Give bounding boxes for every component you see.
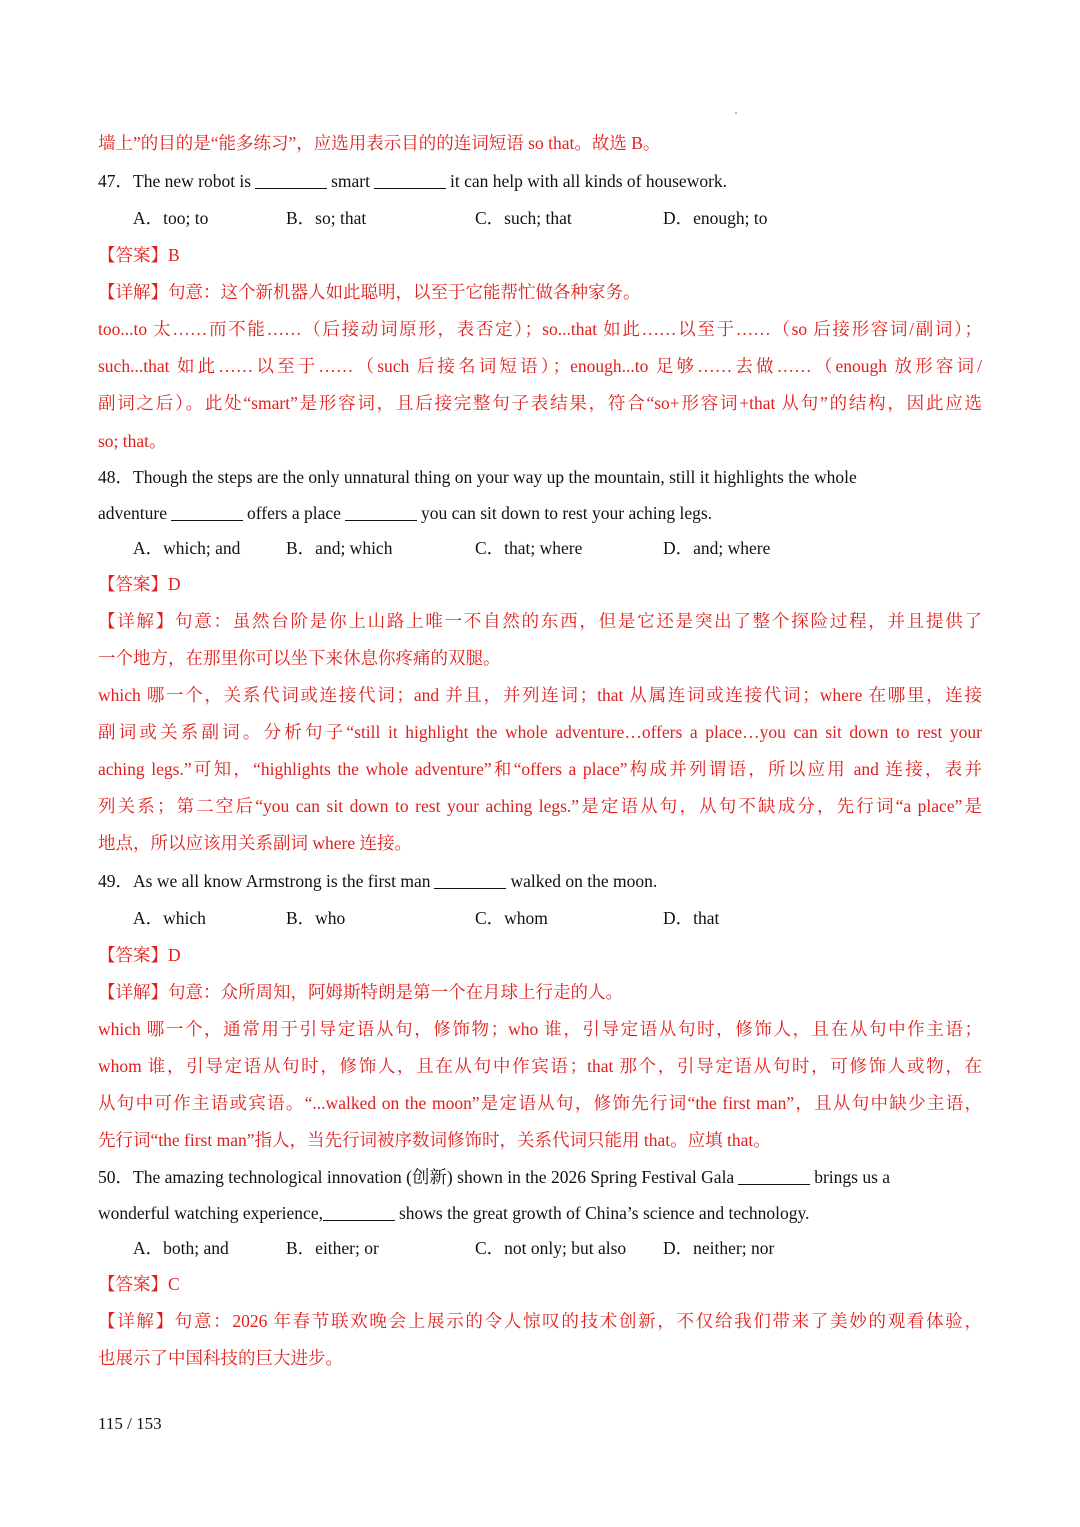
q48-line-2 — [98, 502, 712, 524]
q48-blank-1 — [171, 519, 243, 521]
q48-option-a: A．which; and — [133, 538, 241, 558]
q48-detail-1: 【详解】句意：虽然台阶是你上山路上唯一不自然的东西，但是它还是突出了整个探险过程，并且提供了 — [98, 611, 982, 631]
q49-detail: 【详解】句意：众所周知，阿姆斯特朗是第一个在月球上行走的人。 — [98, 982, 623, 1002]
q50-detail-1: 【详解】句意：2026 年春节联欢晚会上展示的令人惊叹的技术创新，不仅给我们带来了美妙的观看体验， — [98, 1311, 982, 1331]
q47-exp-4: so; that。 — [98, 431, 167, 451]
q47-exp-1: too...to 太……而不能……（后接动词原形，表否定）；so...that 如此……以至于……（so 后接形容词/副词）； — [98, 319, 982, 339]
question-47 — [98, 170, 727, 192]
q48-l2a: adventure — [98, 503, 167, 523]
q47-option-a: A．too; to — [133, 208, 209, 228]
q48-exp-3: aching legs.”可知，“highlights the whole adventure”和“offers a place”构成并列谓语，所以应用 and 连接，表并 — [98, 759, 982, 779]
q47-exp-2: such...that 如此……以至于……（such 后接名词短语）；enough...to 足够……去做……（enough 放形容词/ — [98, 356, 982, 376]
q48-exp-4: 列关系；第二空后“you can sit down to rest your aching legs.”是定语从句，从句不缺成分，先行词“a place”是 — [98, 796, 982, 816]
q49-exp-4: 先行词“the first man”指人，当先行词被序数词修饰时，关系代词只能用 that。应填 that。 — [98, 1130, 771, 1150]
q47-answer: 【答案】B — [98, 245, 180, 265]
q47-stem-b: smart — [331, 171, 370, 191]
q49-option-d: D．that — [663, 908, 720, 928]
q48-option-c: C．that; where — [475, 538, 583, 558]
q50-option-c: C．not only; but also — [475, 1238, 627, 1258]
q49-option-b: B．who — [286, 908, 346, 928]
q49-option-a: A．which — [133, 908, 206, 928]
q49-blank — [434, 887, 506, 889]
q48-option-d: D．and; where — [663, 538, 771, 558]
q50-number: 50． — [98, 1167, 133, 1187]
q49-exp-2: whom 谁，引导定语从句时，修饰人，且在从句中作宾语；that 那个，引导定语从句时，可修饰人或物，在 — [98, 1056, 982, 1076]
q48-option-b: B．and; which — [286, 538, 393, 558]
q48-exp-5: 地点，所以应该用关系副词 where 连接。 — [98, 833, 412, 853]
question-49 — [98, 870, 657, 892]
q47-number: 47． — [98, 171, 133, 191]
intro-line: 墙上”的目的是“能多练习”，应选用表示目的的连词短语 so that。故选 B。 — [98, 133, 661, 153]
question-48 — [98, 466, 857, 488]
q48-answer: 【答案】D — [98, 574, 181, 594]
q47-blank-2 — [374, 187, 446, 189]
q47-option-b: B．so; that — [286, 208, 367, 228]
q47-stem-c: it can help with all kinds of housework. — [450, 171, 728, 191]
q47-detail: 【详解】句意：这个新机器人如此聪明，以至于它能帮忙做各种家务。 — [98, 282, 641, 302]
q49-stem-b: walked on the moon. — [510, 871, 658, 891]
q49-exp-3: 从句中可作主语或宾语。“...walked on the moon”是定语从句，修饰先行词“the first man”，且从句中缺少主语， — [98, 1093, 982, 1113]
q49-exp-1: which 哪一个，通常用于引导定语从句，修饰物；who 谁，引导定语从句时，修饰人，且在从句中作主语； — [98, 1019, 982, 1039]
q50-line-2 — [98, 1202, 809, 1224]
q48-exp-2: 副词或关系副词。分析句子“still it highlight the whole adventure…offers a place…you can sit down to rest your — [98, 722, 982, 742]
q47-option-c: C．such; that — [475, 208, 572, 228]
q48-l2c: you can sit down to rest your aching legs. — [420, 503, 713, 523]
q50-blank-1 — [738, 1183, 810, 1185]
q50-option-d: D．neither; nor — [663, 1238, 775, 1258]
q50-option-b: B．either; or — [286, 1238, 379, 1258]
scan-dot — [735, 112, 737, 114]
q49-stem-a: As we all know Armstrong is the first man — [133, 871, 431, 891]
q47-exp-3: 副词之后）。此处“smart”是形容词，且后接完整句子表结果，符合“so+形容词+that 从句”的结构，因此应选 — [98, 393, 982, 413]
q50-l2a: wonderful watching experience, — [98, 1203, 323, 1223]
q48-detail-2: 一个地方，在那里你可以坐下来休息你疼痛的双腿。 — [98, 648, 501, 668]
q47-blank-1 — [255, 187, 327, 189]
q50-detail-2: 也展示了中国科技的巨大进步。 — [98, 1348, 343, 1368]
q48-line-1: Though the steps are the only unnatural thing on your way up the mountain, still it highlights the whole — [133, 467, 857, 487]
q49-option-c: C．whom — [475, 908, 548, 928]
question-50 — [98, 1166, 890, 1188]
q47-option-d: D．enough; to — [663, 208, 768, 228]
q48-blank-2 — [345, 519, 417, 521]
q48-number: 48． — [98, 467, 133, 487]
q49-number: 49． — [98, 871, 133, 891]
q50-l2b: shows the great growth of China’s science and technology. — [398, 1203, 810, 1223]
q50-l1a: The amazing technological innovation (创新) shown in the 2026 Spring Festival Gala — [133, 1167, 735, 1187]
q48-exp-1: which 哪一个，关系代词或连接代词；and 并且，并列连词；that 从属连词或连接代词；where 在哪里，连接 — [98, 685, 982, 705]
q50-blank-2 — [323, 1219, 395, 1221]
q48-l2b: offers a place — [247, 503, 341, 523]
q50-l1b: brings us a — [814, 1167, 891, 1187]
q49-answer: 【答案】D — [98, 945, 181, 965]
q50-answer: 【答案】C — [98, 1274, 180, 1294]
q50-option-a: A．both; and — [133, 1238, 229, 1258]
page-number: 115 / 153 — [98, 1414, 162, 1433]
q47-stem-a: The new robot is — [133, 171, 252, 191]
